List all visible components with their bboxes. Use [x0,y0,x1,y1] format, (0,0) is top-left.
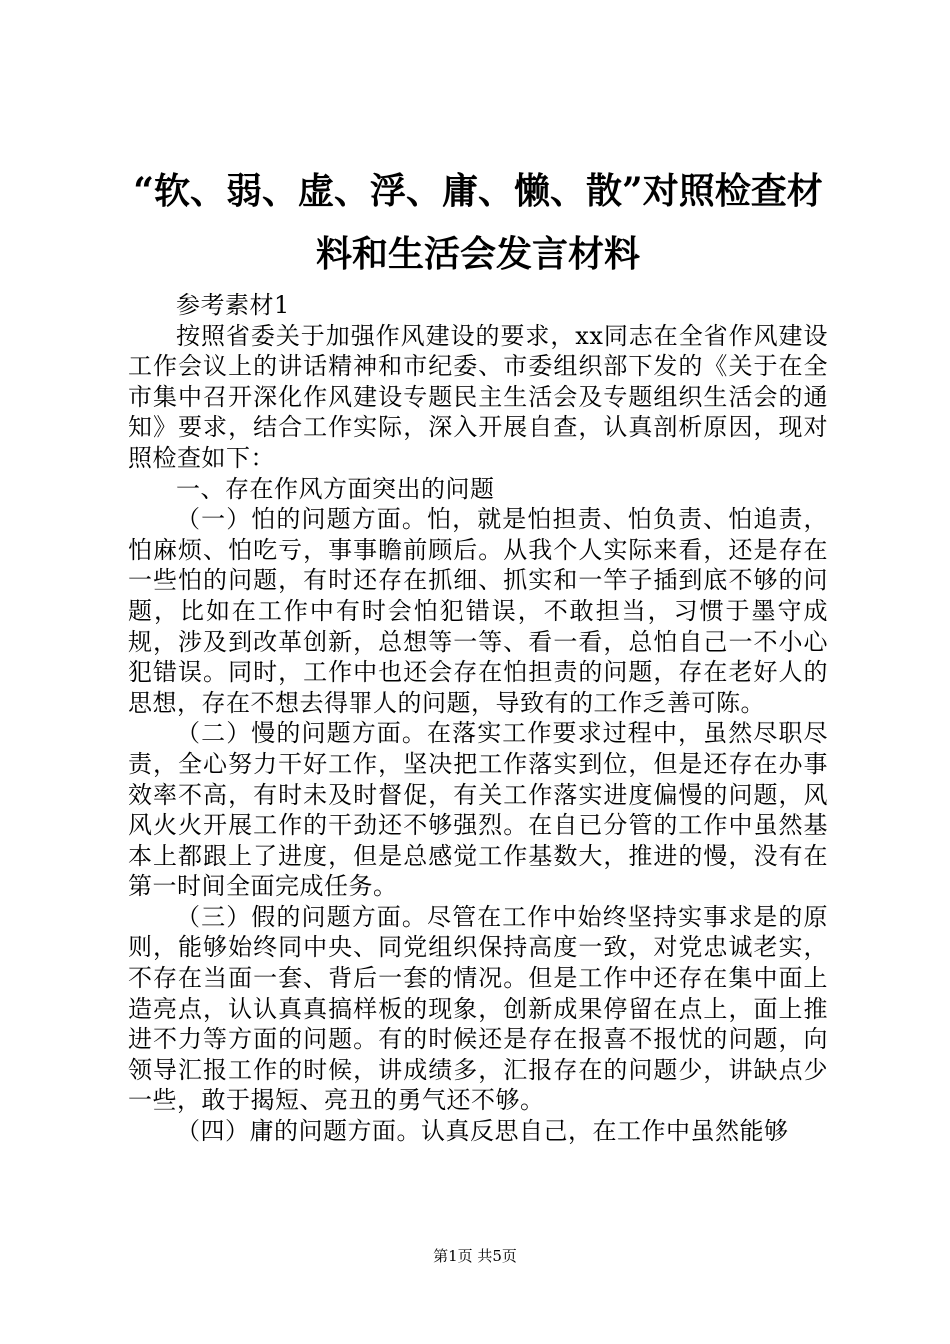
page-footer: 第1页 共5页 [433,1247,517,1265]
paragraph-item-2: （二）慢的问题方面。在落实工作要求过程中，虽然尽职尽责，全心努力干好工作，坚决把工作落实到位，但是还存在办事效率不高，有时未及时督促，有关工作落实进度偏慢的问题，风风火火开展工作的干劲还不够强烈。在自已分管的工作中虽然基本上都跟上了进度，但是总感觉工作基数大，推进的慢，没有在第一时间全面完成任务。 [128,719,828,901]
paragraph-intro: 按照省委关于加强作风建设的要求，xx同志在全省作风建设工作会议上的讲话精神和市纪委、市委组织部下发的《关于在全市集中召开深化作风建设专题民主生活会及专题组织生活会的通知》要求，结合工作实际，深入开展自查，认真剖析原因，现对照检查如下： [128,321,828,472]
title-line-2: 料和生活会发言材料 [315,233,640,275]
section-heading-1: 一、存在作风方面突出的问题 [176,474,495,503]
title-line-1: “软、弱、虚、浮、庸、懒、散”对照检查材 [133,170,823,212]
paragraph-reference: 参考素材1 [176,291,290,319]
document-page [128,160,828,1147]
document-title [108,160,848,286]
paragraph-item-4: （四）庸的问题方面。认真反思自己，在工作中虽然能够 [176,1117,789,1146]
paragraph-item-1: （一）怕的问题方面。怕，就是怕担责、怕负责、怕追责，怕麻烦、怕吃亏，事事瞻前顾后。从我个人实际来看，还是存在一些怕的问题，有时还存在抓细、抓实和一竿子插到底不够的问题，比如在工作中有时会怕犯错误，不敢担当，习惯于墨守成规，涉及到改革创新，总想等一等、看一看，总怕自己一不小心犯错误。同时，工作中也还会存在怕担责的问题，存在老好人的思想，存在不想去得罪人的问题，导致有的工作乏善可陈。 [128,505,828,717]
paragraph-item-3: （三）假的问题方面。尽管在工作中始终坚持实事求是的原则，能够始终同中央、同党组织保持高度一致，对党忠诚老实，不存在当面一套、背后一套的情况。但是工作中还存在集中面上造亮点，认认真真搞样板的现象，创新成果停留在点上，面上推进不力等方面的问题。有的时候还是存在报喜不报忧的问题，向领导汇报工作的时候，讲成绩多，汇报存在的问题少，讲缺点少一些，敢于揭短、亮丑的勇气还不够。 [128,902,828,1115]
